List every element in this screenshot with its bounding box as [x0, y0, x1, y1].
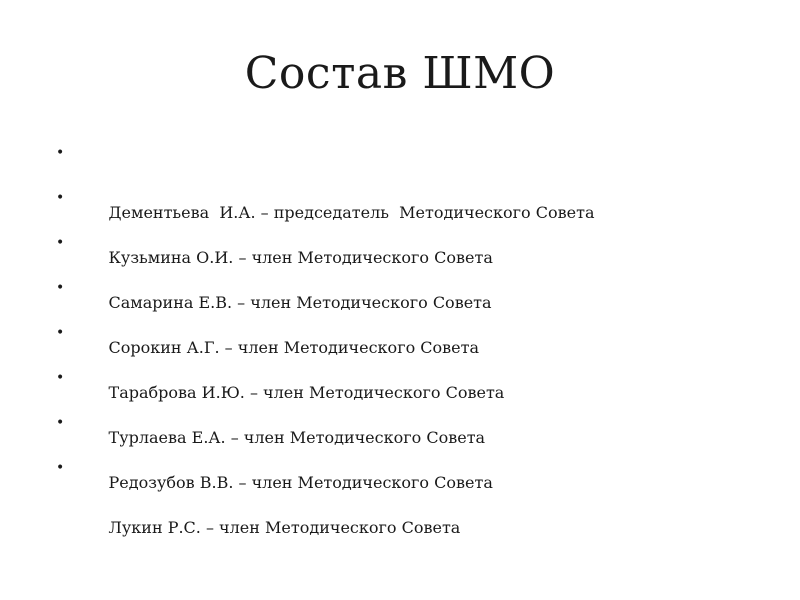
bullet-icon: • [56, 415, 65, 431]
bullet-icon: • [56, 145, 65, 161]
member-text: Тараброва И.Ю. – член Методического Совета [108, 383, 505, 402]
list-item [48, 363, 768, 447]
bullet-icon: • [56, 190, 65, 206]
member-text: Турлаева Е.А. – член Методического Совета [108, 428, 486, 447]
bullet-icon: • [56, 460, 65, 476]
list-item [48, 318, 768, 402]
member-list [48, 138, 768, 537]
list-item [48, 408, 768, 492]
member-text: Редозубов В.В. – член Методического Совета [108, 473, 493, 492]
bullet-icon: • [56, 370, 65, 386]
member-text: Самарина Е.В. – член Методического Совета [108, 293, 492, 312]
list-item [48, 273, 768, 357]
member-text: Дементьева И.А. – председатель Методического Совета [108, 203, 595, 222]
list-item [48, 228, 768, 312]
bullet-icon: • [56, 280, 65, 296]
slide-title: Состав ШМО [244, 48, 556, 99]
bullet-icon: • [56, 235, 65, 251]
list-item [48, 138, 768, 222]
list-item [48, 183, 768, 267]
member-text: Лукин Р.С. – член Методического Совета [108, 518, 461, 537]
member-text: Кузьмина О.И. – член Методического Совета [108, 248, 493, 267]
bullet-icon: • [56, 325, 65, 341]
member-text: Сорокин А.Г. – член Методического Совета [108, 338, 480, 357]
list-item [48, 453, 768, 537]
